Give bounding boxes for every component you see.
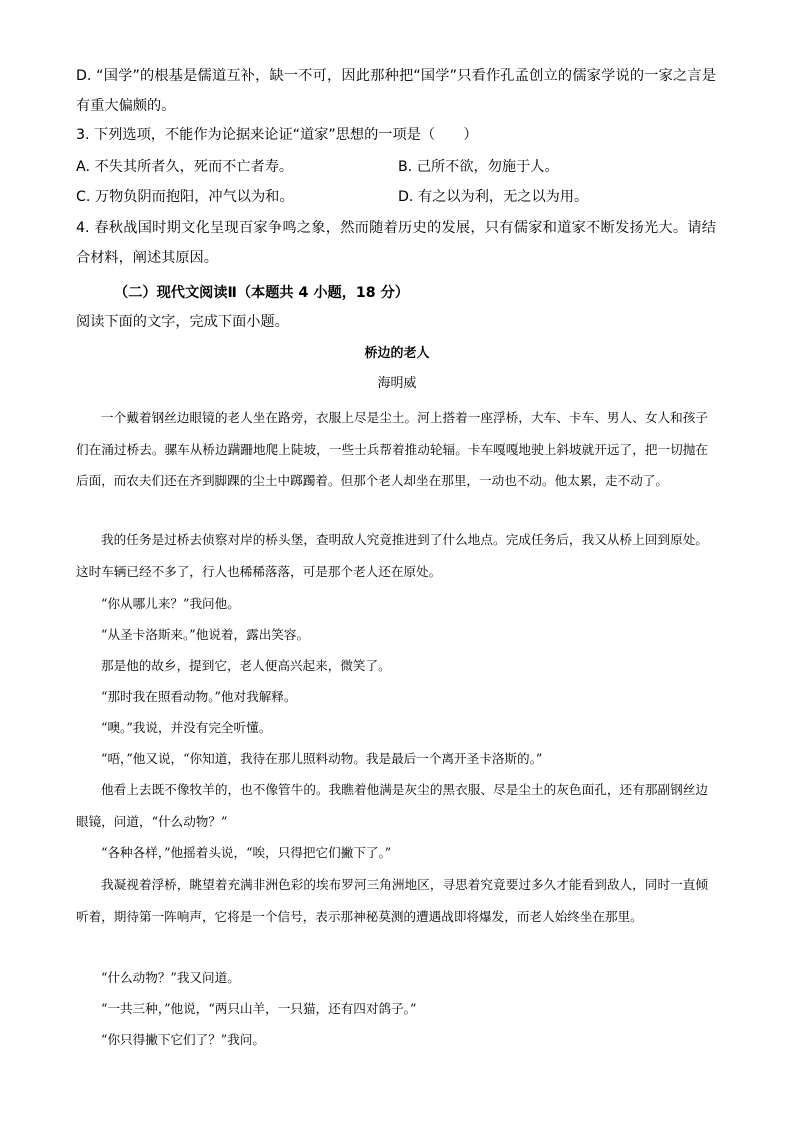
story-paragraph: “唔，”他又说，“你知道，我待在那儿照料动物。我是最后一个离开圣卡洛斯的。”: [101, 751, 543, 766]
story-paragraph: “噢。”我说，并没有完全听懂。: [101, 720, 272, 735]
story-paragraph: “那时我在照看动物。”他对我解释。: [101, 689, 297, 704]
section-instruction: 阅读下面的文字，完成下面小题。: [76, 314, 289, 330]
question-3-option-a: A. 不失其所者久，死而不亡者寿。: [76, 159, 294, 175]
story-paragraph: 我凝视着浮桥，眺望着充满非洲色彩的埃布罗河三角洲地区，寻思着究竟要过多久才能看到敌人，同时一直倾听着，期待第一阵响声，它将是一个信号，表示那神秘莫测的遭遇战即将爆发，而老人始终坐在那里。: [76, 877, 708, 924]
story-paragraph: 那是他的故乡，提到它，老人便高兴起来，微笑了。: [101, 658, 391, 673]
story-paragraph: 他看上去既不像牧羊的，也不像管牛的。我瞧着他满是灰尘的黑衣服、尽是尘土的灰色面孔，还有那副钢丝边眼镜，问道，“什么动物？”: [76, 782, 708, 829]
section-heading: （二）现代文阅读Ⅱ（本题共 4 小题，18 分）: [114, 285, 409, 301]
question-3-option-c: C. 万物负阴而抱阳，冲气以为和。: [76, 189, 294, 205]
story-paragraph: 我的任务是过桥去侦察对岸的桥头堡，查明敌人究竟推进到了什么地点。完成任务后，我又从桥上回到原处。这时车辆已经不多了，行人也稀稀落落，可是那个老人还在原处。: [76, 532, 708, 579]
story-paragraph: 一个戴着钢丝边眼镜的老人坐在路旁，衣服上尽是尘土。河上搭着一座浮桥，大车、卡车、男人、女人和孩子们在涌过桥去。骡车从桥边蹒跚地爬上陡坡，一些士兵帮着推动轮辐。卡车嘎嘎地驶上斜坡就开远了，把一切抛在后面，而农夫们还在齐到脚踝的尘土中踯躅着。但那个老人却坐在那里，一动也不动。他太累，走不动了。: [76, 410, 708, 489]
story-paragraph: “各种各样，”他摇着头说，“唉，只得把它们撇下了。”: [101, 845, 392, 860]
question-4-stem: 4. 春秋战国时期文化呈现百家争鸣之象，然而随着历史的发展，只有儒家和道家不断发扬光大。请结合材料，阐述其原因。: [76, 220, 716, 266]
story-paragraph: “你只得撇下它们了？”我问。: [101, 1032, 266, 1047]
question-2-option-d: D. “国学”的根基是儒道互补，缺一不可，因此那种把“国学”只看作孔孟创立的儒家学说的一家之言是有重大偏颇的。: [76, 68, 716, 114]
question-3-stem: 3. 下列选项，不能作为论据来论证“道家”思想的一项是（ ）: [76, 127, 478, 143]
story-paragraph: “从圣卡洛斯来。”他说着，露出笑容。: [101, 627, 310, 642]
story-title: 桥边的老人: [364, 346, 430, 361]
story-paragraph: “一共三种，”他说，“两只山羊，一只猫，还有四对鸽子。”: [101, 1001, 417, 1016]
story-author: 海明威: [377, 376, 417, 391]
story-paragraph: “你从哪儿来？”我问他。: [101, 596, 240, 611]
question-3-option-d: D. 有之以为利，无之以为用。: [398, 189, 589, 205]
question-3-option-b: B. 己所不欲，勿施于人。: [398, 159, 559, 175]
story-paragraph: “什么动物？”我又问道。: [101, 970, 240, 985]
